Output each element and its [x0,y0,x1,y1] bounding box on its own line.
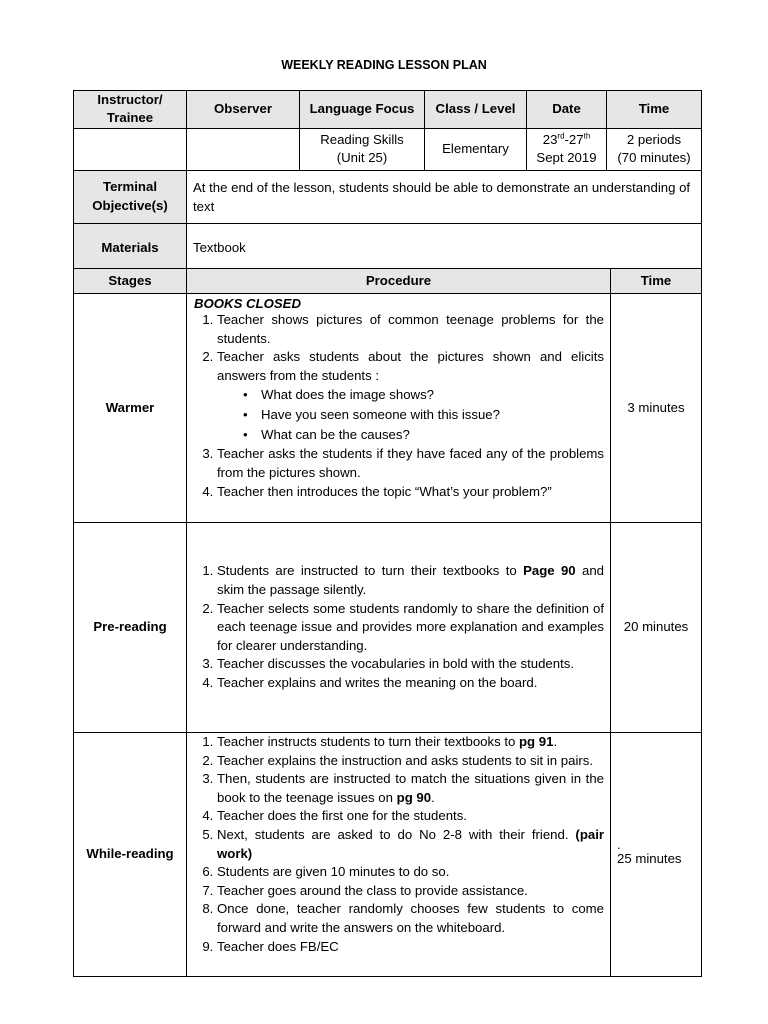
lesson-info-table [73,90,702,273]
list-item: 4. Teacher does the first one for the students. [217,807,604,826]
books-closed-label: BOOKS CLOSED [194,296,301,311]
instructor-value [74,128,187,170]
list-item: • What can be the causes? [261,425,604,445]
materials-label: Materials [74,223,187,272]
list-item: 1. Students are instructed to turn their textbooks to Page 90 and skim the passage silently. [217,562,604,599]
header-instructor: Instructor/ Trainee [74,91,187,129]
header-observer: Observer [187,91,300,129]
stage-pre-reading: Pre-reading [74,523,187,733]
pre-reading-time: 20 minutes [611,523,702,733]
list-item: 2. Teacher explains the instruction and asks students to sit in pairs. [217,752,604,771]
date-value: 23rd-27th Sept 2019 [527,128,607,170]
materials-text: Textbook [187,223,702,272]
list-item: 8. Once done, teacher randomly chooses few students to come forward and write the answers on the whiteboard. [217,900,604,937]
list-item: 4. Teacher explains and writes the meaning on the board. [217,674,604,693]
observer-value [187,128,300,170]
list-item: 3. Teacher discusses the vocabularies in bold with the students. [217,655,604,674]
procedure-header: Procedure [187,269,611,294]
terminal-objective-text: At the end of the lesson, students should be able to demonstrate an understanding of text [187,170,702,223]
language-focus-value: Reading Skills (Unit 25) [300,128,425,170]
while-reading-procedure [187,733,611,977]
list-item: 2. Teacher asks students about the pictures shown and elicits answers from the students : • What does the image shows? • Have you seen someone with this issue? • What can be the causes? [217,348,604,445]
list-item: • What does the image shows? [261,385,604,405]
list-item: 3. Teacher asks the students if they have faced any of the problems from the pictures shown. [217,445,604,482]
header-class-level: Class / Level [425,91,527,129]
while-reading-time: . 25 minutes [611,733,702,977]
list-item: 1. Teacher instructs students to turn their textbooks to pg 91. [217,733,604,752]
list-item: • Have you seen someone with this issue? [261,405,604,425]
list-item: 4. Teacher then introduces the topic “What’s your problem?” [217,483,604,502]
list-item: 2. Teacher selects some students randomly to share the definition of each teenage issue and provides more explanation and examples for clearer understanding. [217,600,604,656]
class-level-value: Elementary [425,128,527,170]
list-item: 5. Next, students are asked to do No 2-8 with their friend. (pair work) [217,826,604,863]
warmer-time: 3 minutes [611,294,702,523]
list-item: 9. Teacher does FB/EC [217,938,604,957]
warmer-procedure [187,294,611,523]
page-title: WEEKLY READING LESSON PLAN [281,58,487,72]
stage-while-reading: While-reading [74,733,187,977]
header-date: Date [527,91,607,129]
time-value: 2 periods (70 minutes) [607,128,702,170]
stage-warmer: Warmer [74,294,187,523]
terminal-objective-label: Terminal Objective(s) [74,170,187,223]
list-item: 6. Students are given 10 minutes to do so. [217,863,604,882]
list-item: 7. Teacher goes around the class to provide assistance. [217,882,604,901]
pre-reading-procedure [187,523,611,733]
time-header: Time [611,269,702,294]
stages-header: Stages [74,269,187,294]
header-time: Time [607,91,702,129]
procedure-table [73,268,702,977]
list-item: 3. Then, students are instructed to match the situations given in the book to the teenage issues on pg 90. [217,770,604,807]
list-item: 1. Teacher shows pictures of common teenage problems for the students. [217,311,604,348]
header-language-focus: Language Focus [300,91,425,129]
